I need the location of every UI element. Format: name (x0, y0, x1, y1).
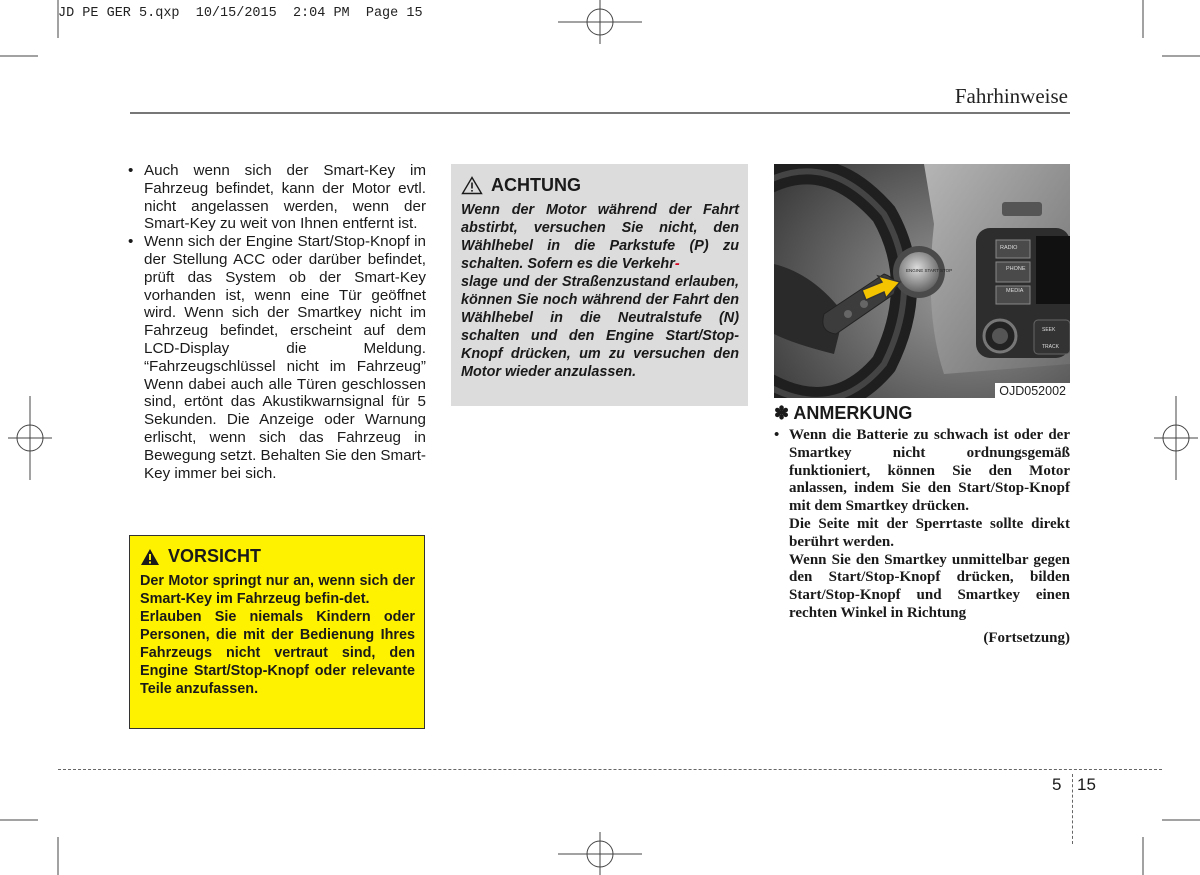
media-label: MEDIA (1006, 288, 1024, 294)
page-number: 15 (1077, 775, 1096, 794)
section-title: Fahrhinweise (954, 84, 1068, 108)
note-body (774, 427, 1070, 648)
dashboard-illustration (774, 164, 1070, 398)
header-rule (130, 112, 1070, 114)
track-label: TRACK (1042, 344, 1059, 350)
chapter-number: 5 (1052, 775, 1062, 794)
radio-label: RADIO (1000, 245, 1018, 251)
continued-label: (Fortsetzung) (983, 629, 1070, 646)
warning-triangle-icon (140, 548, 160, 566)
attention-text-start: Wenn der Motor während der Fahrt abstirbt, versuchen Sie nicht, den Wählhebel in die Parkstufe (P) zu schalten. Sofern es die Verkehr (461, 202, 739, 272)
photo-caption: OJD052002 (995, 383, 1070, 399)
note-title: ✽ ANMERKUNG (774, 403, 913, 423)
bullet-item: • Auch wenn sich der Smart-Key im Fahrzeug befindet, kann der Motor evtl. nicht angelassen werden, wenn der Smart-Key zu weit von Ihnen entfernt ist. (128, 162, 426, 233)
warning-outline-icon (461, 176, 483, 195)
caution-paragraph: Erlauben Sie niemals Kindern oder Personen, die mit der Bedienung Ihres Fahrzeugs nicht vertraut sind, den Engine Start/Stop-Knopf oder relevante Teile anzufassen. (140, 609, 415, 697)
caution-paragraph: Der Motor springt nur an, wenn sich der Smart-Key im Fahrzeug befin-det. (140, 573, 415, 607)
caution-body (140, 572, 415, 698)
attention-hyphen: - (674, 256, 680, 272)
attention-title: ACHTUNG (491, 175, 581, 195)
caution-title: VORSICHT (168, 546, 262, 566)
attention-title-row (461, 175, 739, 196)
page-divider (1072, 774, 1073, 844)
footer-rule (58, 769, 1162, 770)
attention-box (451, 164, 748, 406)
caution-title-row (140, 546, 415, 567)
attention-text-end: slage und der Straßenzustand erlauben, können Sie noch während der Fahrt den Wählhebel in die Neutralstufe (N) schalten und den Engine Start/Stop-Knopf drücken, um zu versuchen den Motor wieder anzulassen. (461, 274, 739, 380)
bullet-list (128, 162, 426, 482)
note-paragraph: Die Seite mit der Sperrtaste sollte direkt berührt werden. (789, 515, 1070, 550)
note-paragraph: Wenn Sie den Smartkey unmittelbar gegen den Start/Stop-Knopf drücken, bilden Start/Stop-Knopf und Smartkey einen rechten Winkel in Richtung (789, 551, 1070, 621)
print-slug: JD PE GER 5.qxp 10/15/2015 2:04 PM Page 15 (58, 6, 423, 21)
attention-body (461, 201, 739, 381)
note-item (774, 427, 1070, 623)
engine-button-label: ENGINE START STOP (906, 268, 953, 273)
note-paragraph: • Wenn die Batterie zu schwach ist oder der Smartkey nicht ordnungsgemäß funktioniert, können Sie den Motor anlassen, indem Sie den Start/Stop-Knopf mit dem Smartkey drücken. (789, 427, 1070, 515)
bullet-item: • Wenn sich der Engine Start/Stop-Knopf in der Stellung ACC oder darüber befindet, prüft das System ob der Smart-Key vorhanden ist, wenn eine Tür geöffnet wird. Wenn sich der Smartkey nicht im Fahrzeug befindet, erscheint auf dem LCD-Display die Meldung. “Fahrzeugschlüssel nicht im Fahrzeug” Wenn dabei auch alle Türen geschlossen sind, ertönt das Akustikwarnsignal für 5 Sekunden. Die Anzeige oder Warnung erlischt, wenn sich das Fahrzeug in Bewegung setzt. Behalten Sie den Smart-Key immer bei sich. (128, 233, 426, 482)
phone-label: PHONE (1006, 266, 1026, 272)
seek-label: SEEK (1042, 327, 1056, 333)
left-column (128, 162, 426, 482)
caution-box (129, 535, 425, 729)
dashboard-photo (774, 164, 1070, 398)
